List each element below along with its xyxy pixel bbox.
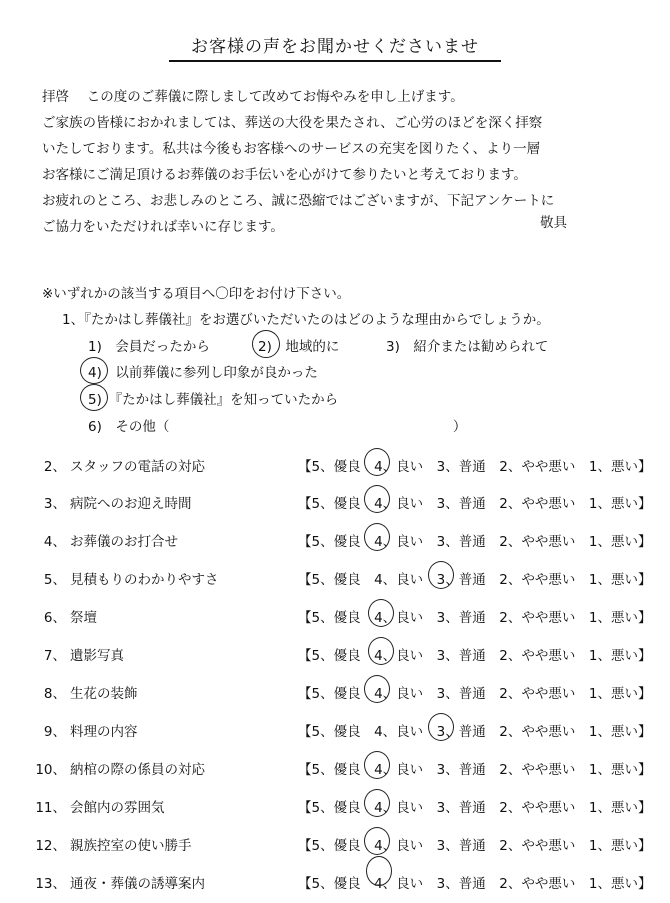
rating-circle: [428, 561, 454, 589]
question-label: 遺影写真: [70, 648, 124, 664]
q1-option-6[interactable]: 6) その他（ ）: [88, 419, 467, 435]
question-number: 2、: [43, 459, 66, 475]
greeting-paragraph: [42, 84, 582, 240]
rating-row: [0, 872, 670, 902]
greeting-line: お客様にご満足頂けるお葬儀のお手伝いを心がけて参りたいと考えております。: [42, 167, 527, 183]
rating-circle: [368, 637, 394, 665]
rating-scale[interactable]: 【5、優良 4、良い 3、普通 2、やや悪い 1、悪い】: [298, 534, 652, 550]
rating-circle: [364, 448, 390, 476]
q1-option-3[interactable]: 3) 紹介または勧められて: [386, 339, 549, 355]
rating-scale[interactable]: 【5、優良 4、良い 3、普通 2、やや悪い 1、悪い】: [298, 459, 652, 475]
rating-row: [0, 492, 670, 522]
page-title: [0, 32, 670, 57]
rating-row: [0, 455, 670, 485]
question-label: 病院へのお迎え時間: [70, 496, 192, 512]
rating-scale[interactable]: 【5、優良 4、良い 3、普通 2、やや悪い 1、悪い】: [298, 762, 652, 778]
question-number: 5、: [43, 572, 66, 588]
rating-circle: [366, 856, 392, 886]
rating-scale[interactable]: 【5、優良 4、良い 3、普通 2、やや悪い 1、悪い】: [298, 572, 652, 588]
question-1-text: 1、『たかはし葬儀社』をお選びいただいたのはどのような理由からでしょうか。: [62, 312, 550, 328]
q1-option-1[interactable]: 1) 会員だったから: [88, 339, 210, 355]
question-number: 6、: [43, 610, 66, 626]
question-label: 親族控室の使い勝手: [70, 838, 192, 854]
rating-row: [0, 758, 670, 788]
question-label: 料理の内容: [70, 724, 138, 740]
rating-circle: [364, 675, 390, 703]
question-label: 通夜・葬儀の誘導案内: [70, 876, 205, 892]
rating-row: [0, 682, 670, 712]
rating-circle: [368, 599, 394, 627]
greeting-line: ご家族の皆様におかれましては、葬送の大役を果たされ、ご心労のほどを深く拝察: [42, 115, 543, 131]
rating-circle: [364, 523, 390, 551]
page-title-text: お客様の声をお聞かせくださいませ: [169, 37, 501, 62]
q1-option-2[interactable]: 2) 地域的に: [258, 339, 340, 355]
rating-circle: [428, 713, 454, 741]
rating-row: [0, 796, 670, 826]
question-label: 納棺の際の係員の対応: [70, 762, 205, 778]
rating-row: [0, 568, 670, 598]
question-label: 生花の装飾: [70, 686, 138, 702]
rating-scale[interactable]: 【5、優良 4、良い 3、普通 2、やや悪い 1、悪い】: [298, 724, 652, 740]
greeting-line: いたしております。私共は今後もお客様へのサービスの充実を図りたく、より一層: [42, 141, 541, 157]
question-label: 祭壇: [70, 610, 97, 626]
greeting-line: 拝啓 この度のご葬儀に際しまして改めてお悔やみを申し上げます。: [42, 89, 464, 105]
rating-circle: [364, 789, 390, 817]
rating-scale[interactable]: 【5、優良 4、良い 3、普通 2、やや悪い 1、悪い】: [298, 686, 652, 702]
question-number: 10、: [35, 762, 66, 778]
question-label: 見積もりのわかりやすさ: [70, 572, 219, 588]
answer-circle: [80, 357, 108, 384]
question-number: 13、: [35, 876, 66, 892]
rating-scale[interactable]: 【5、優良 4、良い 3、普通 2、やや悪い 1、悪い】: [298, 648, 652, 664]
rating-circle: [364, 485, 390, 513]
question-number: 11、: [35, 800, 66, 816]
rating-scale[interactable]: 【5、優良 4、良い 3、普通 2、やや悪い 1、悪い】: [298, 610, 652, 626]
question-number: 8、: [43, 686, 66, 702]
rating-scale[interactable]: 【5、優良 4、良い 3、普通 2、やや悪い 1、悪い】: [298, 800, 652, 816]
rating-row: [0, 834, 670, 864]
question-number: 4、: [43, 534, 66, 550]
question-number: 7、: [43, 648, 66, 664]
rating-scale[interactable]: 【5、優良 4、良い 3、普通 2、やや悪い 1、悪い】: [298, 876, 652, 892]
question-label: スタッフの電話の対応: [70, 459, 205, 475]
rating-scale[interactable]: 【5、優良 4、良い 3、普通 2、やや悪い 1、悪い】: [298, 838, 652, 854]
q1-option-5[interactable]: 5) 『たかはし葬儀社』を知っていたから: [88, 392, 339, 408]
question-number: 12、: [35, 838, 66, 854]
rating-row: [0, 530, 670, 560]
rating-row: [0, 644, 670, 674]
rating-circle: [364, 827, 390, 855]
question-label: 会館内の雰囲気: [70, 800, 165, 816]
rating-row: [0, 606, 670, 636]
question-number: 3、: [43, 496, 66, 512]
rating-circle: [364, 751, 390, 779]
answer-circle: [252, 330, 280, 358]
rating-scale[interactable]: 【5、優良 4、良い 3、普通 2、やや悪い 1、悪い】: [298, 496, 652, 512]
instruction-note: ※いずれかの該当する項目へ〇印をお付け下さい。: [42, 286, 351, 302]
q1-option-4[interactable]: 4) 以前葬儀に参列し印象が良かった: [88, 365, 318, 381]
answer-circle: [80, 384, 108, 411]
question-label: お葬儀のお打合せ: [70, 534, 178, 550]
rating-row: [0, 720, 670, 750]
greeting-line: お疲れのところ、お悲しみのところ、誠に恐縮ではございますが、下記アンケートに: [42, 193, 555, 209]
greeting-line: ご協力をいただければ幸いに存じます。: [42, 219, 284, 235]
closing-word: 敬具: [540, 215, 567, 231]
question-number: 9、: [43, 724, 66, 740]
